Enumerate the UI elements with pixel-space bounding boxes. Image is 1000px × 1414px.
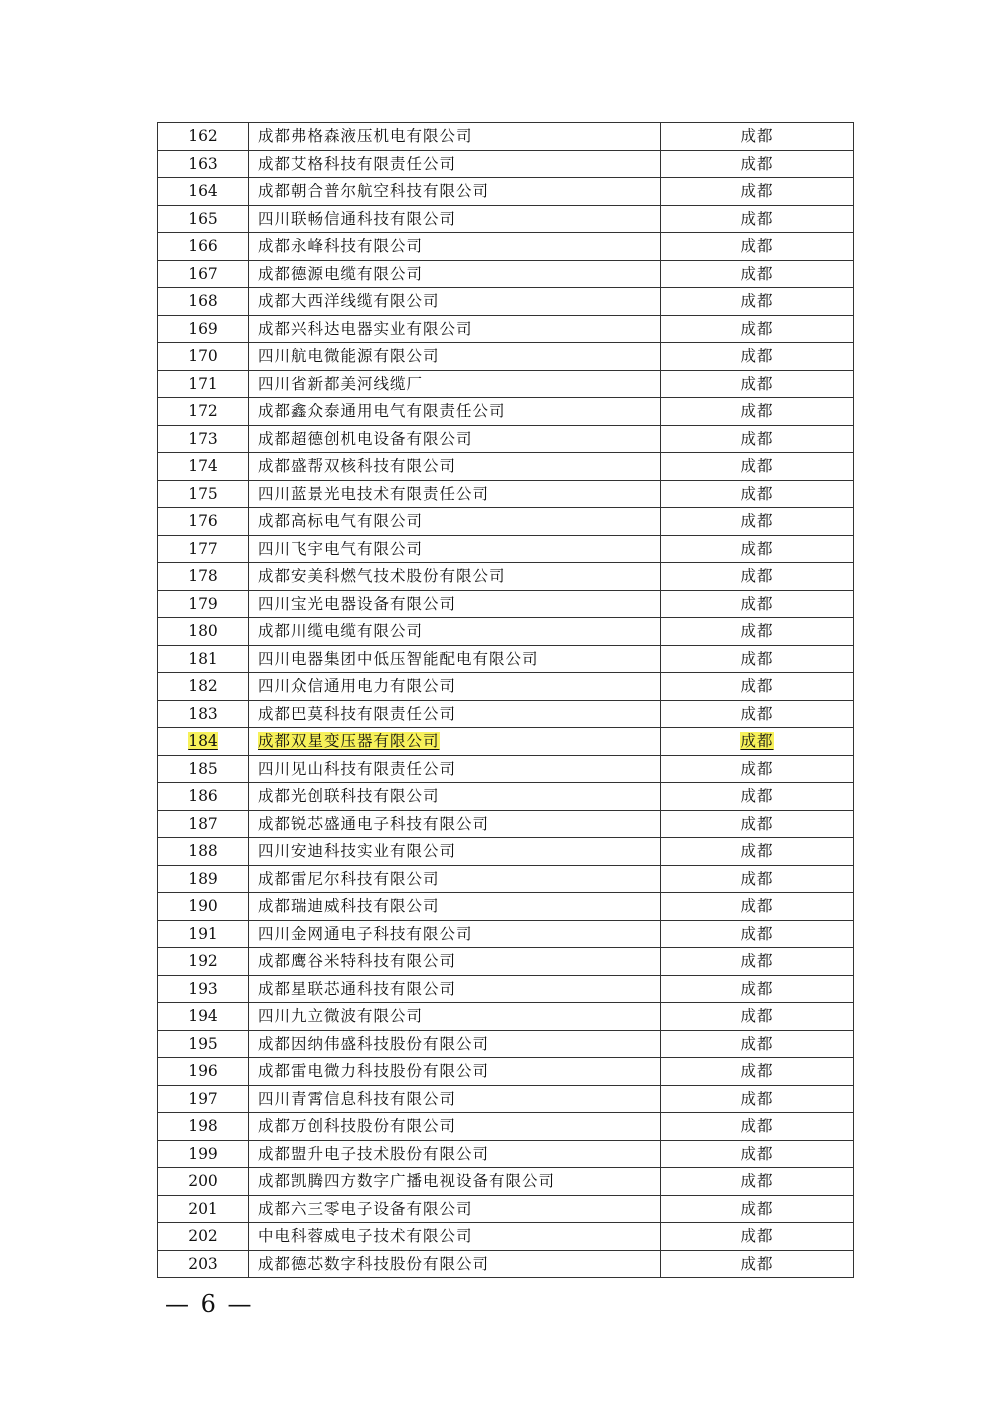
row-number-text: 186: [188, 787, 218, 806]
company-name-cell: [249, 178, 661, 206]
row-number-text: 174: [188, 457, 218, 476]
row-number-text: 188: [188, 842, 218, 861]
company-name-cell: [249, 783, 661, 811]
row-number-text: 178: [188, 567, 218, 586]
table-row: [158, 783, 854, 811]
city-text: 成都: [740, 814, 774, 833]
row-number-cell: [158, 535, 249, 563]
table-row: [158, 1223, 854, 1251]
table-row: [158, 1113, 854, 1141]
company-table: [157, 122, 854, 1278]
row-number-cell: [158, 838, 249, 866]
row-number-text: 166: [188, 237, 218, 256]
company-name-text: 四川九立微波有限公司: [258, 1007, 424, 1026]
company-name-text: 成都艾格科技有限责任公司: [258, 154, 457, 173]
city-text: 成都: [740, 429, 774, 448]
company-name-text: 成都盛帮双核科技有限公司: [258, 457, 457, 476]
company-name-text: 成都因纳伟盛科技股份有限公司: [258, 1034, 490, 1053]
row-number-cell: [158, 920, 249, 948]
company-name-cell: [249, 288, 661, 316]
city-cell: [661, 1195, 854, 1223]
city-cell: [661, 123, 854, 151]
company-name-text: 成都川缆电缆有限公司: [258, 622, 424, 641]
company-name-cell: [249, 590, 661, 618]
row-number-text: 198: [188, 1117, 218, 1136]
company-name-cell: [249, 1223, 661, 1251]
table-row: [158, 178, 854, 206]
table-row: [158, 343, 854, 371]
row-number-text: 191: [188, 924, 218, 943]
row-number-cell: [158, 948, 249, 976]
company-table-body: [158, 123, 854, 1278]
company-name-cell: [249, 370, 661, 398]
city-text: 成都: [740, 1254, 774, 1273]
table-row: [158, 590, 854, 618]
company-name-text: 成都德源电缆有限公司: [258, 264, 424, 283]
company-name-cell: [249, 728, 661, 756]
city-cell: [661, 975, 854, 1003]
row-number-cell: [158, 150, 249, 178]
city-text: 成都: [740, 1007, 774, 1026]
company-name-text: 成都万创科技股份有限公司: [258, 1117, 457, 1136]
company-name-text: 成都超德创机电设备有限公司: [258, 429, 473, 448]
company-name-text: 成都雷尼尔科技有限公司: [258, 869, 440, 888]
row-number-text: 172: [188, 402, 218, 421]
table-row: [158, 1058, 854, 1086]
company-name-cell: [249, 865, 661, 893]
row-number-cell: [158, 1003, 249, 1031]
city-cell: [661, 673, 854, 701]
row-number-text: 183: [188, 704, 218, 723]
company-name-text: 成都瑞迪威科技有限公司: [258, 897, 440, 916]
table-row: [158, 838, 854, 866]
city-cell: [661, 233, 854, 261]
city-text: 成都: [740, 649, 774, 668]
row-number-cell: [158, 700, 249, 728]
company-name-text: 四川青霄信息科技有限公司: [258, 1089, 457, 1108]
company-name-cell: [249, 480, 661, 508]
row-number-cell: [158, 123, 249, 151]
table-row: [158, 700, 854, 728]
row-number-cell: [158, 1030, 249, 1058]
company-name-text: 成都鹰谷米特科技有限公司: [258, 952, 457, 971]
company-name-text: 成都光创联科技有限公司: [258, 787, 440, 806]
company-name-text: 成都巴莫科技有限责任公司: [258, 704, 457, 723]
city-cell: [661, 480, 854, 508]
table-row: [158, 288, 854, 316]
table-row: [158, 260, 854, 288]
company-name-cell: [249, 838, 661, 866]
city-cell: [661, 178, 854, 206]
company-name-text: 四川省新都美河线缆厂: [258, 374, 424, 393]
city-text: 成都: [740, 127, 774, 146]
row-number-text: 190: [188, 897, 218, 916]
row-number-text: 200: [188, 1172, 218, 1191]
city-text: 成都: [740, 319, 774, 338]
city-text: 成都: [740, 897, 774, 916]
company-name-cell: [249, 508, 661, 536]
row-number-text: 194: [188, 1007, 218, 1026]
city-text: 成都: [740, 704, 774, 723]
table-row: [158, 398, 854, 426]
company-name-cell: [249, 645, 661, 673]
company-name-cell: [249, 1168, 661, 1196]
city-text: 成都: [740, 237, 774, 256]
row-number-cell: [158, 343, 249, 371]
city-text: 成都: [740, 182, 774, 201]
table-row: [158, 535, 854, 563]
row-number-text: 201: [188, 1199, 218, 1218]
city-cell: [661, 343, 854, 371]
company-name-cell: [249, 123, 661, 151]
city-cell: [661, 1168, 854, 1196]
row-number-text: 193: [188, 979, 218, 998]
company-name-cell: [249, 1195, 661, 1223]
row-number-text: 165: [188, 209, 218, 228]
city-cell: [661, 563, 854, 591]
row-number-cell: [158, 755, 249, 783]
company-name-text: 成都永峰科技有限公司: [258, 237, 424, 256]
city-cell: [661, 783, 854, 811]
row-number-text: 162: [188, 127, 218, 146]
city-cell: [661, 728, 854, 756]
city-cell: [661, 700, 854, 728]
city-text: 成都: [740, 979, 774, 998]
city-cell: [661, 1113, 854, 1141]
row-number-text: 184: [188, 732, 218, 751]
city-cell: [661, 288, 854, 316]
city-text: 成都: [740, 264, 774, 283]
company-name-cell: [249, 893, 661, 921]
row-number-cell: [158, 425, 249, 453]
city-cell: [661, 755, 854, 783]
company-name-text: 成都凯腾四方数字广播电视设备有限公司: [258, 1172, 556, 1191]
row-number-cell: [158, 1250, 249, 1278]
row-number-cell: [158, 975, 249, 1003]
city-text: 成都: [740, 567, 774, 586]
row-number-text: 182: [188, 677, 218, 696]
city-text: 成都: [740, 539, 774, 558]
city-text: 成都: [740, 677, 774, 696]
company-name-cell: [249, 948, 661, 976]
city-text: 成都: [740, 1034, 774, 1053]
row-number-cell: [158, 508, 249, 536]
row-number-cell: [158, 783, 249, 811]
city-text: 成都: [740, 1227, 774, 1246]
row-number-text: 181: [188, 649, 218, 668]
company-name-cell: [249, 233, 661, 261]
company-name-cell: [249, 535, 661, 563]
company-name-text: 成都朝合普尔航空科技有限公司: [258, 182, 490, 201]
table-row: [158, 425, 854, 453]
city-cell: [661, 508, 854, 536]
row-number-text: 195: [188, 1034, 218, 1053]
company-name-cell: [249, 343, 661, 371]
row-number-text: 167: [188, 264, 218, 283]
page-number: — 6 —: [165, 1290, 254, 1318]
company-name-text: 成都锐芯盛通电子科技有限公司: [258, 814, 490, 833]
city-cell: [661, 425, 854, 453]
company-name-text: 四川安迪科技实业有限公司: [258, 842, 457, 861]
company-name-text: 四川飞宇电气有限公司: [258, 539, 424, 558]
row-number-text: 202: [188, 1227, 218, 1246]
city-text: 成都: [740, 1117, 774, 1136]
table-row: [158, 1140, 854, 1168]
company-name-cell: [249, 810, 661, 838]
row-number-cell: [158, 865, 249, 893]
row-number-cell: [158, 673, 249, 701]
row-number-text: 163: [188, 154, 218, 173]
company-name-text: 成都星联芯通科技有限公司: [258, 979, 457, 998]
city-cell: [661, 1003, 854, 1031]
row-number-cell: [158, 1168, 249, 1196]
table-row: [158, 150, 854, 178]
company-name-cell: [249, 1085, 661, 1113]
company-name-text: 成都鑫众泰通用电气有限责任公司: [258, 402, 506, 421]
city-cell: [661, 810, 854, 838]
city-text: 成都: [740, 924, 774, 943]
company-name-text: 成都德芯数字科技股份有限公司: [258, 1254, 490, 1273]
company-name-cell: [249, 920, 661, 948]
row-number-cell: [158, 453, 249, 481]
city-text: 成都: [740, 1144, 774, 1163]
row-number-cell: [158, 1085, 249, 1113]
city-cell: [661, 893, 854, 921]
company-name-text: 成都大西洋线缆有限公司: [258, 292, 440, 311]
row-number-text: 180: [188, 622, 218, 641]
company-name-cell: [249, 425, 661, 453]
company-name-text: 成都兴科达电器实业有限公司: [258, 319, 473, 338]
company-name-text: 成都盟升电子技术股份有限公司: [258, 1144, 490, 1163]
table-row: [158, 975, 854, 1003]
company-name-text: 成都安美科燃气技术股份有限公司: [258, 567, 506, 586]
table-row: [158, 1195, 854, 1223]
city-cell: [661, 1140, 854, 1168]
table-row: [158, 728, 854, 756]
row-number-text: 199: [188, 1144, 218, 1163]
city-text: 成都: [740, 952, 774, 971]
city-text: 成都: [740, 1089, 774, 1108]
row-number-cell: [158, 1223, 249, 1251]
company-name-cell: [249, 315, 661, 343]
row-number-cell: [158, 810, 249, 838]
city-cell: [661, 315, 854, 343]
table-row: [158, 123, 854, 151]
company-name-text: 中电科蓉威电子技术有限公司: [258, 1227, 473, 1246]
city-text: 成都: [740, 594, 774, 613]
row-number-cell: [158, 618, 249, 646]
row-number-text: 170: [188, 347, 218, 366]
table-row: [158, 618, 854, 646]
row-number-text: 196: [188, 1062, 218, 1081]
city-cell: [661, 590, 854, 618]
company-name-cell: [249, 1058, 661, 1086]
city-text: 成都: [740, 1062, 774, 1081]
row-number-text: 179: [188, 594, 218, 613]
company-name-text: 成都高标电气有限公司: [258, 512, 424, 531]
city-text: 成都: [740, 869, 774, 888]
city-text: 成都: [740, 787, 774, 806]
row-number-cell: [158, 233, 249, 261]
company-name-text: 四川航电微能源有限公司: [258, 347, 440, 366]
row-number-cell: [158, 260, 249, 288]
row-number-text: 173: [188, 429, 218, 448]
table-row: [158, 673, 854, 701]
row-number-text: 189: [188, 869, 218, 888]
company-name-cell: [249, 1030, 661, 1058]
city-text: 成都: [740, 759, 774, 778]
city-text: 成都: [740, 484, 774, 503]
table-row: [158, 563, 854, 591]
table-row: [158, 1168, 854, 1196]
company-name-text: 成都弗格森液压机电有限公司: [258, 127, 473, 146]
city-cell: [661, 398, 854, 426]
row-number-cell: [158, 1113, 249, 1141]
table-row: [158, 810, 854, 838]
company-name-cell: [249, 673, 661, 701]
company-name-text: 四川见山科技有限责任公司: [258, 759, 457, 778]
row-number-cell: [158, 480, 249, 508]
city-text: 成都: [740, 292, 774, 311]
table-row: [158, 755, 854, 783]
city-cell: [661, 1085, 854, 1113]
row-number-text: 192: [188, 952, 218, 971]
city-cell: [661, 205, 854, 233]
row-number-cell: [158, 1058, 249, 1086]
row-number-text: 203: [188, 1254, 218, 1273]
row-number-cell: [158, 315, 249, 343]
city-text: 成都: [740, 512, 774, 531]
company-name-text: 四川蓝景光电技术有限责任公司: [258, 484, 490, 503]
row-number-text: 169: [188, 319, 218, 338]
row-number-text: 164: [188, 182, 218, 201]
company-name-cell: [249, 453, 661, 481]
row-number-cell: [158, 590, 249, 618]
table-row: [158, 233, 854, 261]
city-text: 成都: [740, 347, 774, 366]
company-name-text: 成都雷电微力科技股份有限公司: [258, 1062, 490, 1081]
company-name-text: 四川宝光电器设备有限公司: [258, 594, 457, 613]
company-name-text: 四川联畅信通科技有限公司: [258, 209, 457, 228]
table-row: [158, 480, 854, 508]
row-number-cell: [158, 1195, 249, 1223]
table-row: [158, 1003, 854, 1031]
city-cell: [661, 150, 854, 178]
company-name-cell: [249, 1113, 661, 1141]
city-cell: [661, 535, 854, 563]
table-row: [158, 1085, 854, 1113]
table-row: [158, 1250, 854, 1278]
city-cell: [661, 865, 854, 893]
table-row: [158, 645, 854, 673]
row-number-cell: [158, 563, 249, 591]
city-cell: [661, 1223, 854, 1251]
city-cell: [661, 948, 854, 976]
company-name-cell: [249, 700, 661, 728]
row-number-text: 185: [188, 759, 218, 778]
row-number-cell: [158, 288, 249, 316]
row-number-text: 175: [188, 484, 218, 503]
company-name-cell: [249, 150, 661, 178]
table-row: [158, 893, 854, 921]
table-row: [158, 920, 854, 948]
table-row: [158, 315, 854, 343]
city-cell: [661, 618, 854, 646]
row-number-cell: [158, 893, 249, 921]
city-cell: [661, 1030, 854, 1058]
row-number-text: 177: [188, 539, 218, 558]
city-cell: [661, 838, 854, 866]
city-cell: [661, 453, 854, 481]
company-name-cell: [249, 1140, 661, 1168]
city-cell: [661, 645, 854, 673]
row-number-cell: [158, 370, 249, 398]
city-text: 成都: [740, 842, 774, 861]
row-number-text: 176: [188, 512, 218, 531]
company-name-cell: [249, 1250, 661, 1278]
row-number-cell: [158, 178, 249, 206]
company-name-text: 四川众信通用电力有限公司: [258, 677, 457, 696]
company-name-cell: [249, 1003, 661, 1031]
city-cell: [661, 260, 854, 288]
city-text: 成都: [740, 402, 774, 421]
table-row: [158, 1030, 854, 1058]
city-cell: [661, 370, 854, 398]
table-row: [158, 370, 854, 398]
company-name-cell: [249, 563, 661, 591]
table-row: [158, 865, 854, 893]
row-number-cell: [158, 398, 249, 426]
city-text: 成都: [740, 1199, 774, 1218]
city-text: 成都: [740, 732, 774, 751]
row-number-cell: [158, 1140, 249, 1168]
city-text: 成都: [740, 154, 774, 173]
company-name-cell: [249, 260, 661, 288]
company-name-cell: [249, 205, 661, 233]
row-number-text: 171: [188, 374, 218, 393]
company-name-cell: [249, 975, 661, 1003]
row-number-cell: [158, 205, 249, 233]
table-row: [158, 453, 854, 481]
company-name-text: 成都六三零电子设备有限公司: [258, 1199, 473, 1218]
company-name-cell: [249, 755, 661, 783]
city-text: 成都: [740, 622, 774, 641]
row-number-text: 197: [188, 1089, 218, 1108]
table-row: [158, 948, 854, 976]
table-row: [158, 205, 854, 233]
city-text: 成都: [740, 374, 774, 393]
row-number-cell: [158, 645, 249, 673]
company-name-cell: [249, 618, 661, 646]
company-name-cell: [249, 398, 661, 426]
city-text: 成都: [740, 209, 774, 228]
row-number-cell: [158, 728, 249, 756]
row-number-text: 168: [188, 292, 218, 311]
city-text: 成都: [740, 1172, 774, 1191]
city-cell: [661, 920, 854, 948]
row-number-text: 187: [188, 814, 218, 833]
city-text: 成都: [740, 457, 774, 476]
company-name-text: 四川电器集团中低压智能配电有限公司: [258, 649, 539, 668]
city-cell: [661, 1058, 854, 1086]
company-name-text: 成都双星变压器有限公司: [258, 732, 440, 751]
table-row: [158, 508, 854, 536]
city-cell: [661, 1250, 854, 1278]
company-name-text: 四川金网通电子科技有限公司: [258, 924, 473, 943]
